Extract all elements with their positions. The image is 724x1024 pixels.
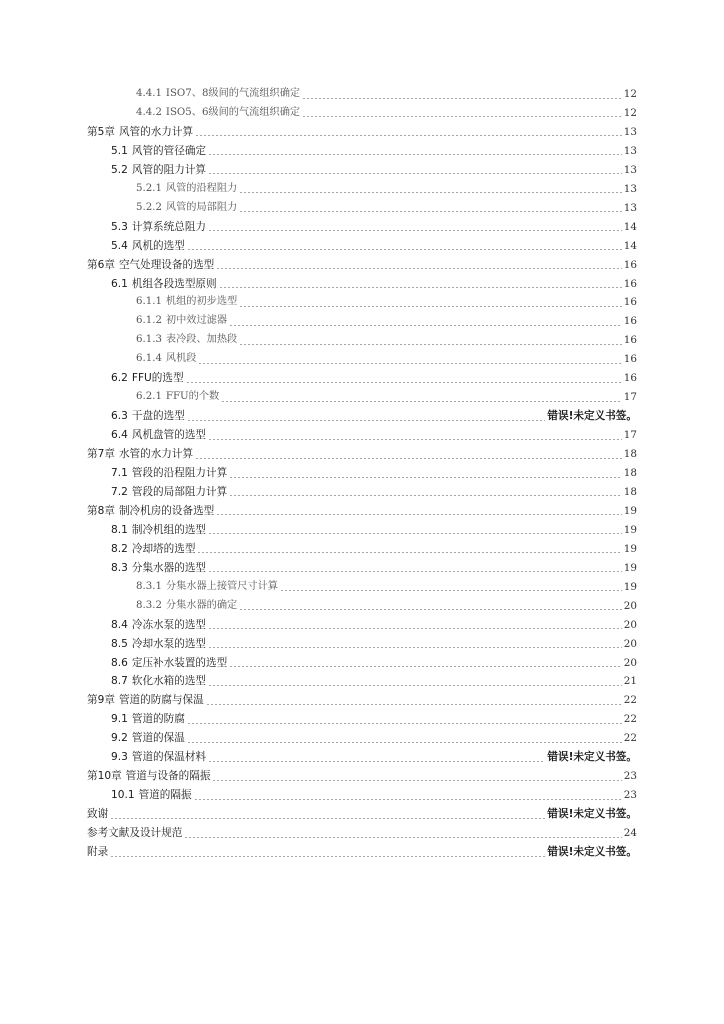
toc-entry-title — [111, 749, 206, 765]
dot-leader — [195, 458, 622, 459]
toc-entry-text: 风管的沿程阻力 — [165, 182, 238, 194]
toc-page-number: 19 — [623, 580, 637, 593]
toc-entry-number: 7.2 — [111, 485, 128, 498]
toc-entry-title — [136, 200, 237, 216]
toc-entry-text: 冷却塔的选型 — [131, 542, 196, 555]
bookmark-error-text: 错误!未定义书签。 — [547, 751, 637, 764]
toc-entry-number: 5.3 — [111, 220, 128, 233]
dot-leader — [216, 268, 621, 269]
toc-entry-number: 9.2 — [111, 732, 128, 745]
toc-entry[interactable] — [111, 484, 637, 500]
toc-entry-number: 5.2.1 — [136, 182, 162, 194]
toc-entry-title — [87, 124, 193, 140]
toc-entry-text: 附录 — [87, 846, 109, 858]
toc-entry-title — [111, 711, 185, 727]
toc-entry-title — [111, 617, 206, 633]
toc-entry-text: 定压补水装置的选型 — [131, 656, 228, 669]
bookmark-error-text: 错误!未定义书签。 — [547, 846, 637, 858]
toc-entry-text: 水管的水力计算 — [118, 448, 194, 461]
dot-leader — [302, 116, 622, 117]
toc-page-number: 20 — [623, 637, 637, 650]
toc-page-number: 22 — [623, 694, 637, 707]
toc-page-number: 16 — [623, 258, 637, 271]
toc-entry-text: 干盘的选型 — [131, 410, 185, 423]
toc-page-number: 16 — [623, 372, 637, 385]
toc-entry-title — [87, 806, 108, 822]
toc-entry-title — [87, 446, 193, 462]
toc-entry[interactable] — [136, 332, 637, 348]
dot-leader — [239, 192, 622, 193]
toc-entry[interactable] — [87, 768, 637, 784]
toc-page-number: 13 — [623, 163, 637, 176]
toc-entry[interactable] — [111, 276, 637, 292]
toc-entry[interactable] — [87, 806, 637, 822]
toc-entry-number: 6.1.1 — [136, 296, 162, 308]
toc-entry[interactable] — [136, 351, 637, 367]
toc-entry-title — [87, 692, 204, 708]
toc-entry[interactable] — [111, 522, 637, 538]
toc-entry-text: 分集水器的选型 — [131, 561, 207, 574]
dot-leader — [219, 287, 622, 288]
toc-entry[interactable] — [111, 655, 637, 671]
dot-leader — [208, 533, 622, 534]
toc-entry-title — [111, 427, 206, 443]
toc-entry-number: 6.4 — [111, 429, 128, 442]
bookmark-error-text: 错误!未定义书签。 — [547, 808, 637, 821]
toc-entry-number: 6.2 — [111, 372, 128, 385]
toc-entry-title — [136, 313, 227, 329]
toc-page-number: 16 — [623, 277, 637, 290]
toc-page-number: 12 — [623, 88, 637, 100]
dot-leader — [302, 98, 622, 99]
toc-page-number: 18 — [623, 467, 637, 479]
toc-entry-title — [136, 351, 196, 367]
dot-leader — [110, 818, 545, 819]
toc-entry-title — [87, 768, 210, 784]
toc-page-number: 19 — [623, 523, 637, 536]
toc-entry-number: 第10章 — [87, 770, 122, 783]
toc-entry-number: 第8章 — [87, 504, 115, 517]
dot-leader — [239, 344, 622, 345]
toc-entry-title — [136, 598, 237, 614]
toc-page-number: 23 — [623, 789, 637, 802]
toc-page-number: 14 — [623, 239, 637, 252]
toc-entry[interactable] — [111, 465, 637, 481]
toc-entry-text: 制冷机组的选型 — [131, 523, 207, 536]
toc-entry-number: 8.4 — [111, 618, 128, 631]
toc-entry-number: 8.6 — [111, 656, 128, 669]
toc-entry-text: 分集水器上接管尺寸计算 — [165, 580, 278, 592]
dot-leader — [187, 249, 622, 250]
toc-entry-number: 5.2.2 — [136, 201, 162, 213]
toc-page-number: 19 — [623, 504, 637, 517]
dot-leader — [229, 477, 622, 478]
toc-page-number: 24 — [623, 827, 637, 840]
toc-entry-number: 8.2 — [111, 542, 128, 555]
toc-entry-number: 9.3 — [111, 751, 128, 764]
toc-entry[interactable] — [136, 181, 637, 197]
toc-entry-title — [136, 389, 219, 405]
toc-entry-text: ISO7、8级间的气流组织确定 — [165, 88, 301, 99]
toc-entry-text: 分集水器的确定 — [165, 599, 238, 611]
toc-page-number: 17 — [623, 429, 637, 442]
toc-entry-number: 第9章 — [87, 694, 115, 707]
toc-entry-title — [87, 825, 182, 841]
toc-entry-title — [87, 503, 214, 519]
toc-entry-text: 管道的保温 — [131, 732, 185, 745]
toc-entry[interactable] — [111, 238, 637, 254]
toc-entry-number: 8.3 — [111, 561, 128, 574]
toc-entry-text: FFU的个数 — [165, 391, 220, 403]
toc-entry-text: 管道的防腐与保温 — [118, 694, 204, 707]
toc-entry-number: 10.1 — [111, 789, 135, 802]
dot-leader — [239, 306, 622, 307]
toc-entry-number: 6.2.1 — [136, 391, 162, 403]
toc-page-number: 21 — [623, 675, 637, 688]
toc-entry-text: FFU的选型 — [131, 372, 184, 385]
toc-entry-text: 管道与设备的隔振 — [125, 770, 211, 783]
toc-page-number: 20 — [623, 599, 637, 612]
toc-entry[interactable] — [87, 825, 637, 841]
toc-entry-text: 风管的阻力计算 — [131, 163, 207, 176]
toc-entry[interactable] — [111, 427, 637, 443]
dot-leader — [208, 628, 622, 629]
toc-entry-title — [111, 408, 185, 424]
toc-entry-number: 8.3.1 — [136, 580, 162, 592]
dot-leader — [187, 723, 622, 724]
toc-entry-title — [111, 276, 217, 292]
toc-entry-number: 6.1 — [111, 277, 128, 290]
dot-leader — [239, 609, 622, 610]
toc-entry-number: 6.1.3 — [136, 334, 162, 346]
dot-leader — [216, 514, 621, 515]
toc-entry-text: 制冷机房的设备选型 — [118, 504, 215, 517]
toc-entry-number: 第5章 — [87, 125, 115, 138]
toc-entry-number: 7.1 — [111, 467, 128, 479]
toc-page-number: 23 — [623, 770, 637, 783]
toc-entry[interactable] — [136, 294, 637, 310]
dot-leader — [208, 647, 622, 648]
dot-leader — [194, 799, 622, 800]
toc-entry-number: 4.4.2 — [136, 106, 162, 118]
toc-entry[interactable] — [87, 124, 637, 140]
toc-entry[interactable] — [111, 636, 637, 652]
toc-entry-title — [111, 219, 206, 235]
dot-leader — [208, 685, 622, 686]
toc-entry-text: 管道的保温材料 — [131, 751, 207, 764]
dot-leader — [198, 363, 621, 364]
toc-entry[interactable] — [111, 673, 637, 689]
toc-entry[interactable] — [111, 541, 637, 557]
toc-page-number: 16 — [623, 315, 637, 328]
toc-entry[interactable] — [111, 730, 637, 746]
toc-entry-title — [136, 86, 300, 102]
toc-entry-title — [136, 181, 237, 197]
toc-entry-number: 8.5 — [111, 637, 128, 650]
toc-page-number: 22 — [623, 713, 637, 726]
toc-entry-number: 6.1.4 — [136, 353, 162, 365]
dot-leader — [208, 173, 622, 174]
toc-entry-title — [111, 655, 227, 671]
dot-leader — [280, 590, 622, 591]
toc-entry-title — [111, 162, 206, 178]
toc-entry-text: 风管的管径确定 — [131, 144, 207, 157]
toc-entry[interactable] — [111, 143, 637, 159]
dot-leader — [239, 211, 622, 212]
toc-entry-title — [136, 294, 237, 310]
toc-entry[interactable] — [111, 219, 637, 235]
toc-entry[interactable] — [136, 200, 637, 216]
toc-entry-text: 参考文献及设计规范 — [87, 827, 183, 840]
toc-entry-number: 9.1 — [111, 713, 128, 726]
toc-entry-text: 管段的沿程阻力计算 — [131, 467, 228, 479]
dot-leader — [221, 401, 622, 402]
dot-leader — [110, 856, 545, 857]
toc-entry-number: 5.1 — [111, 144, 128, 157]
toc-page-number: 18 — [623, 485, 637, 498]
toc-page-number: 16 — [623, 353, 637, 366]
toc-entry-title — [111, 238, 185, 254]
toc-entry-text: 冷冻水泵的选型 — [131, 618, 207, 631]
toc-entry-text: 管道的隔振 — [138, 789, 192, 802]
toc-page-number: 13 — [623, 201, 637, 214]
dot-leader — [184, 837, 621, 838]
dot-leader — [208, 439, 622, 440]
toc-entry-number: 第6章 — [87, 258, 115, 271]
dot-leader — [229, 666, 622, 667]
toc-entry-text: 管道的防腐 — [131, 713, 185, 726]
toc-entry[interactable] — [136, 579, 637, 595]
toc-entry-title — [111, 465, 227, 481]
toc-entry-title — [111, 143, 206, 159]
toc-entry-number: 8.1 — [111, 523, 128, 536]
dot-leader — [208, 761, 545, 762]
toc-entry-text: 初中效过滤器 — [165, 315, 228, 327]
toc-entry-text: ISO5、6级间的气流组织确定 — [165, 106, 301, 118]
toc-entry-title — [136, 105, 300, 121]
toc-page-number: 12 — [623, 106, 637, 119]
toc-page-number: 13 — [623, 182, 637, 195]
toc-page-number: 18 — [623, 448, 637, 461]
toc-entry[interactable] — [111, 408, 637, 424]
dot-leader — [195, 135, 622, 136]
toc-entry-text: 风机盘管的选型 — [131, 429, 207, 442]
toc-entry-title — [111, 636, 206, 652]
toc-entry[interactable] — [87, 844, 637, 860]
toc-page-number: 16 — [623, 296, 637, 309]
toc-entry-number: 6.3 — [111, 410, 128, 423]
dot-leader — [212, 780, 621, 781]
toc-entry[interactable] — [136, 86, 637, 102]
toc-entry-title — [136, 332, 237, 348]
toc-page-number: 16 — [623, 334, 637, 347]
toc-entry-number: 8.3.2 — [136, 599, 162, 611]
toc-entry[interactable] — [136, 389, 637, 405]
toc-entry-number: 5.2 — [111, 163, 128, 176]
dot-leader — [187, 420, 546, 421]
toc-entry[interactable] — [87, 503, 637, 519]
toc-entry-text: 软化水箱的选型 — [131, 675, 207, 688]
toc-entry[interactable] — [111, 370, 637, 386]
toc-page-number: 13 — [623, 144, 637, 157]
toc-entry-title — [111, 541, 195, 557]
toc-entry[interactable] — [87, 446, 637, 462]
toc-entry-text: 风管的局部阻力 — [165, 201, 238, 213]
toc-page-number: 19 — [623, 561, 637, 574]
toc-entry-number: 8.7 — [111, 675, 128, 688]
toc-entry-title — [111, 730, 185, 746]
dot-leader — [208, 154, 622, 155]
toc-entry-title — [111, 370, 184, 386]
toc-entry[interactable] — [87, 692, 637, 708]
dot-leader — [206, 704, 622, 705]
toc-entry-title — [87, 844, 108, 860]
dot-leader — [197, 552, 621, 553]
toc-entry-text: 机组的初步选型 — [165, 296, 238, 308]
toc-entry-text: 计算系统总阻力 — [131, 220, 207, 233]
toc-entry-title — [111, 522, 206, 538]
toc-entry[interactable] — [136, 105, 637, 121]
toc-entry-number: 5.4 — [111, 239, 128, 252]
dot-leader — [187, 742, 622, 743]
toc-entry-title — [111, 673, 206, 689]
toc-page-number: 20 — [623, 618, 637, 631]
toc-page-number: 20 — [623, 656, 637, 669]
toc-entry[interactable] — [87, 257, 637, 273]
toc-entry-text: 风管的水力计算 — [118, 125, 194, 138]
toc-page-number: 14 — [623, 220, 637, 233]
toc-entry-text: 冷却水泵的选型 — [131, 637, 207, 650]
toc-page-number: 17 — [623, 391, 637, 404]
toc-page-number: 13 — [623, 125, 637, 138]
dot-leader — [229, 495, 622, 496]
toc-entry[interactable] — [111, 787, 637, 803]
toc-entry[interactable] — [111, 711, 637, 727]
toc-entry-number: 4.4.1 — [136, 88, 162, 99]
toc-entry[interactable] — [111, 749, 637, 765]
toc-entry-text: 机组各段选型原则 — [131, 277, 217, 290]
toc-entry-title — [111, 560, 206, 576]
toc-entry-text: 致谢 — [87, 808, 109, 821]
toc-entry-text: 空气处理设备的选型 — [118, 258, 215, 271]
toc-entry-text: 风机的选型 — [131, 239, 185, 252]
toc-entry-title — [111, 484, 227, 500]
bookmark-error-text: 错误!未定义书签。 — [547, 410, 637, 423]
toc-entry-text: 风机段 — [165, 353, 197, 365]
toc-entry-text: 表冷段、加热段 — [165, 334, 238, 346]
dot-leader — [229, 325, 622, 326]
toc-entry-title — [87, 257, 214, 273]
dot-leader — [186, 382, 622, 383]
toc-entry-title — [136, 579, 278, 595]
toc-entry[interactable] — [111, 162, 637, 178]
toc-entry[interactable] — [136, 313, 637, 329]
toc-entry-title — [111, 787, 192, 803]
dot-leader — [208, 230, 622, 231]
dot-leader — [208, 571, 622, 572]
toc-entry[interactable] — [111, 560, 637, 576]
toc-page-number: 19 — [623, 542, 637, 555]
toc-entry[interactable] — [111, 617, 637, 633]
toc-entry-text: 管段的局部阻力计算 — [131, 485, 228, 498]
toc-entry-number: 第7章 — [87, 448, 115, 461]
toc-entry-number: 6.1.2 — [136, 315, 162, 327]
toc-entry[interactable] — [136, 598, 637, 614]
toc-page-number: 22 — [623, 732, 637, 745]
